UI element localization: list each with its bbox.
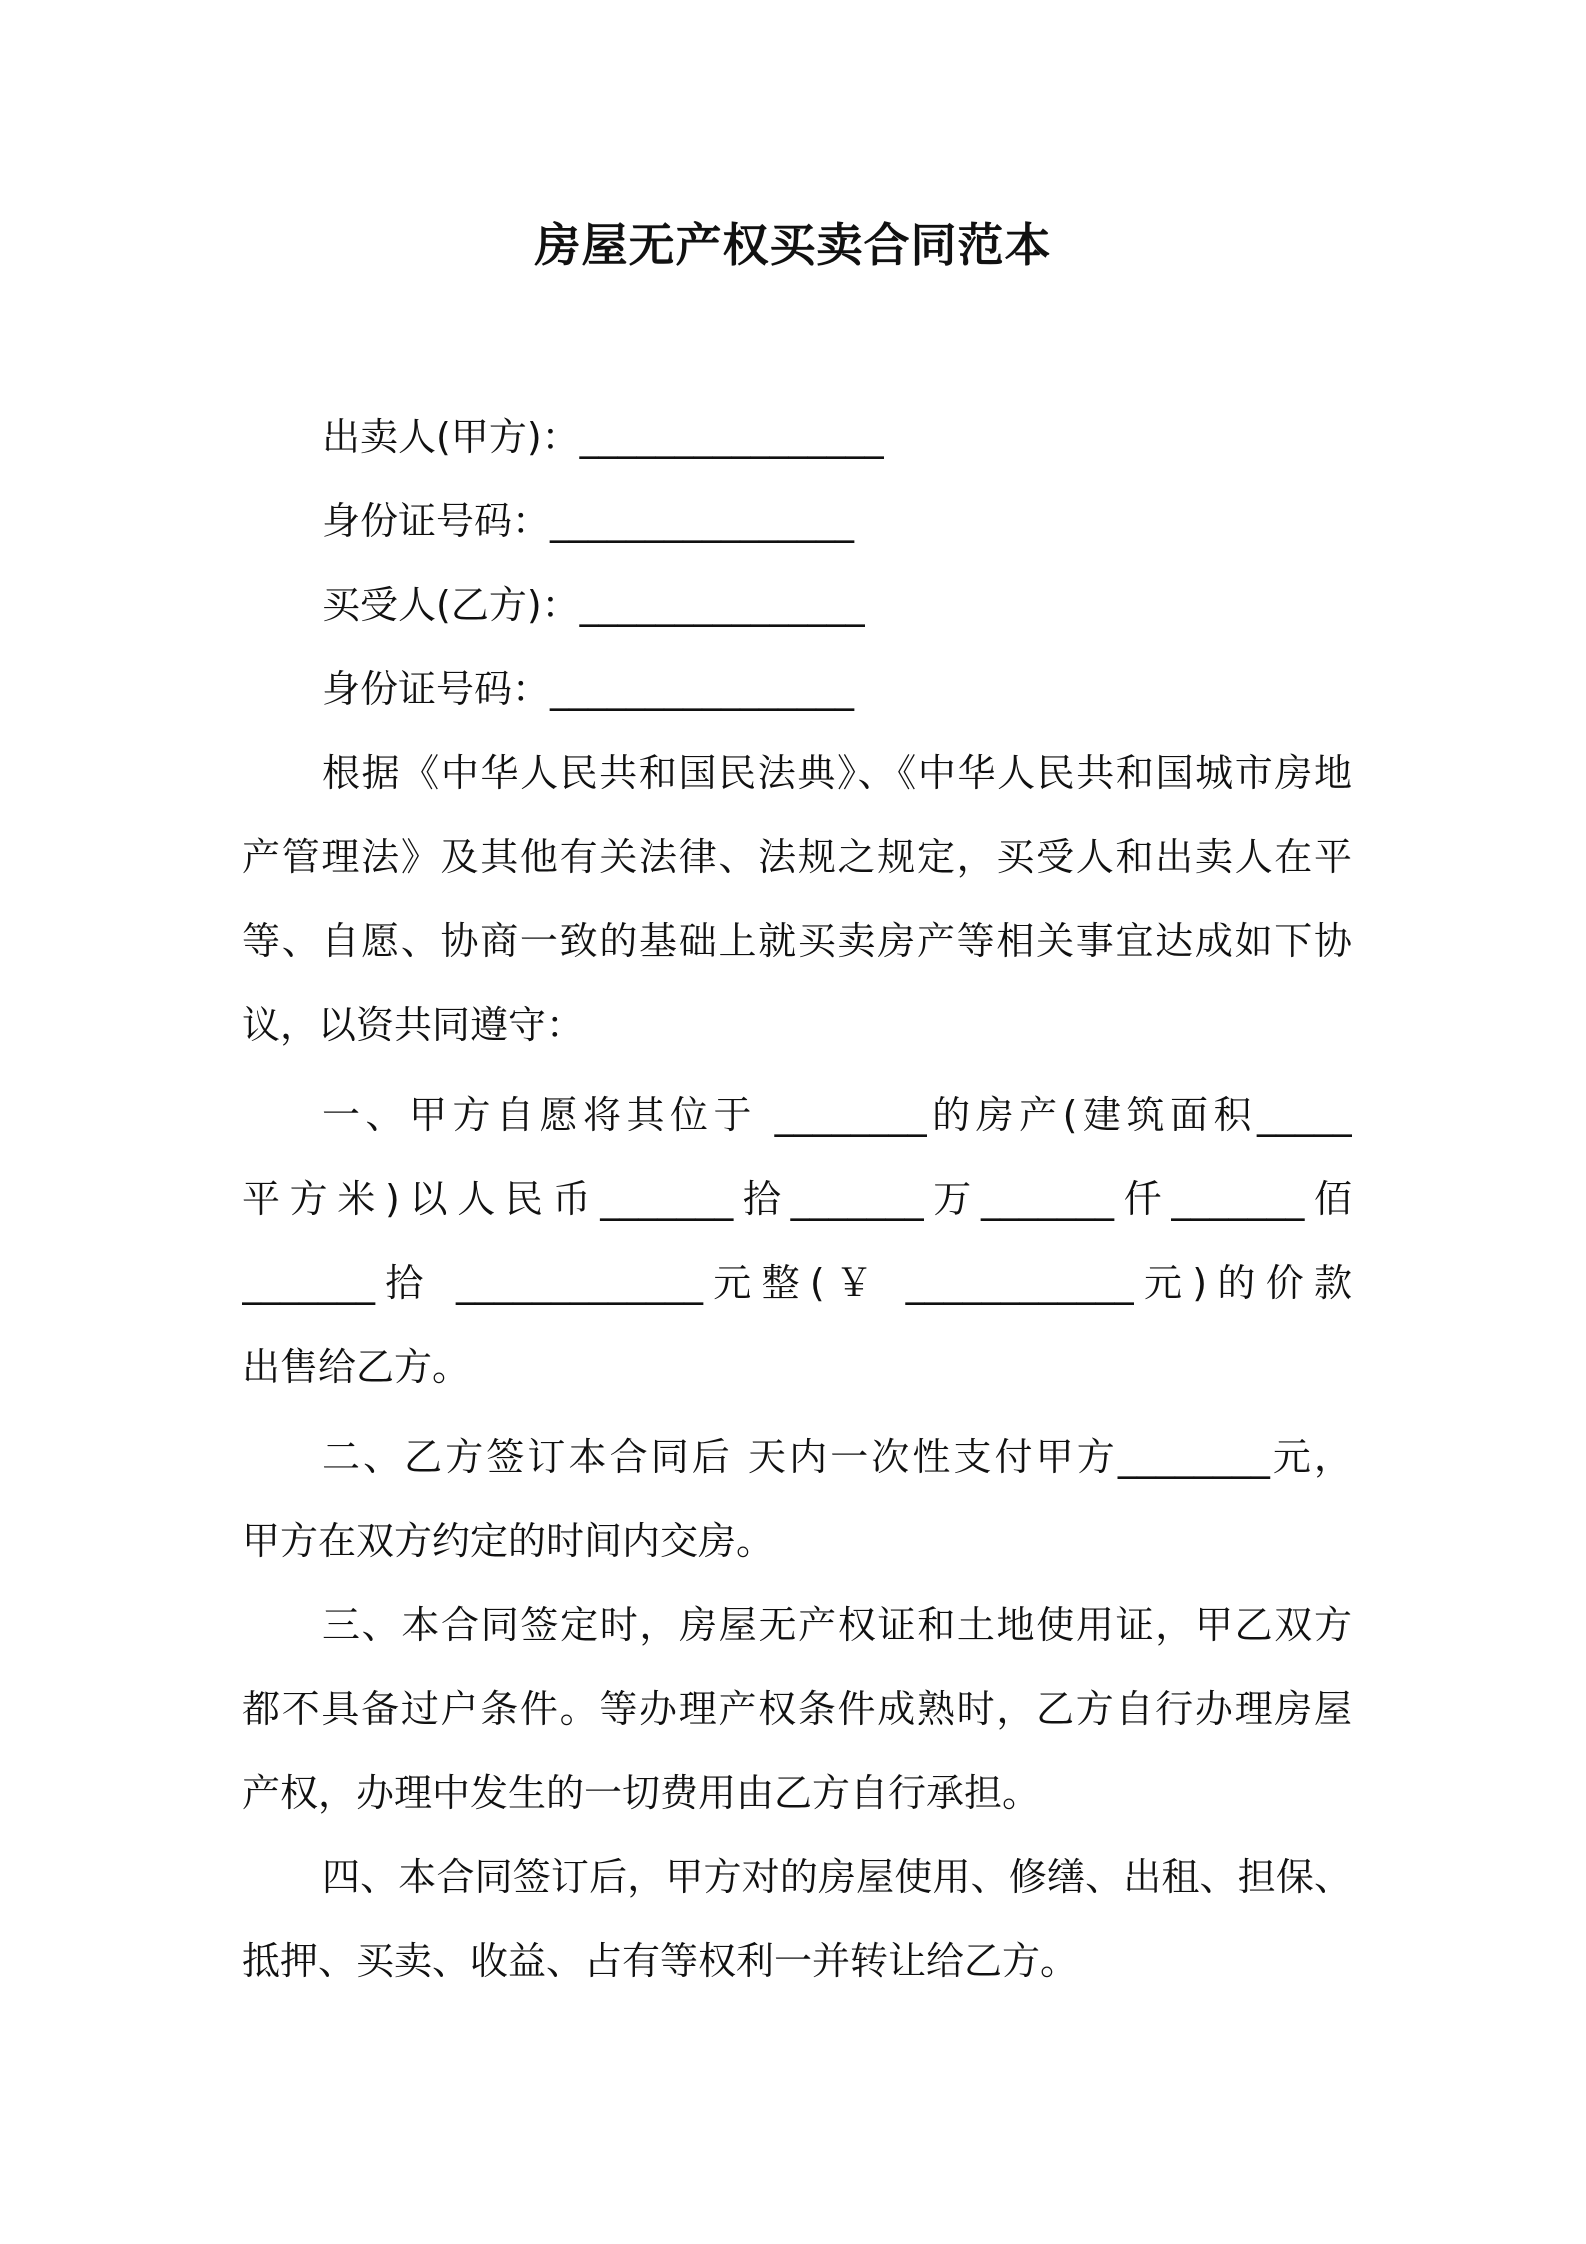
- seller-field: 出卖人(甲方)：________________: [322, 415, 884, 459]
- clause-1-line-3: _______拾 _____________元整(￥ ____________元)的价款: [242, 1261, 1352, 1305]
- clause-4-line-1: 四、本合同签订后，甲方对的房屋使用、修缮、出租、担保、: [322, 1855, 1352, 1899]
- clause-3-line-3: 产权，办理中发生的一切费用由乙方自行承担。: [242, 1771, 1041, 1815]
- clause-4-line-2: 抵押、买卖、收益、占有等权利一并转让给乙方。: [242, 1939, 1079, 1983]
- preamble-line-3: 等、自愿、协商一致的基础上就买卖房产等相关事宜达成如下协: [242, 919, 1352, 963]
- preamble-line-2: 产管理法》及其他有关法律、法规之规定，买受人和出卖人在平: [242, 835, 1352, 879]
- clause-3-line-2: 都不具备过户条件。等办理产权条件成熟时，乙方自行办理房屋: [242, 1687, 1352, 1731]
- clause-3-line-1: 三、本合同签定时，房屋无产权证和土地使用证，甲乙双方: [322, 1603, 1352, 1647]
- clause-2-line-1: 二、乙方签订本合同后 天内一次性支付甲方________元，: [322, 1435, 1352, 1479]
- document-title: 房屋无产权买卖合同范本: [534, 218, 1052, 272]
- buyer-id-field: 身份证号码：________________: [322, 667, 855, 711]
- clause-1-line-2: 平方米)以人民币_______拾_______万_______仟_______佰: [242, 1177, 1352, 1221]
- preamble-line-1: 根据《中华人民共和国民法典》、《中华人民共和国城市房地: [322, 751, 1352, 795]
- clause-2-line-2: 甲方在双方约定的时间内交房。: [242, 1519, 775, 1563]
- clause-1-line-4: 出售给乙方。: [242, 1345, 471, 1389]
- preamble-line-4: 议，以资共同遵守：: [242, 1003, 585, 1047]
- clause-1-line-1: 一、甲方自愿将其位于 ________的房产(建筑面积_____: [322, 1093, 1352, 1137]
- seller-id-field: 身份证号码：________________: [322, 499, 855, 543]
- buyer-field: 买受人(乙方)：_______________: [322, 583, 865, 627]
